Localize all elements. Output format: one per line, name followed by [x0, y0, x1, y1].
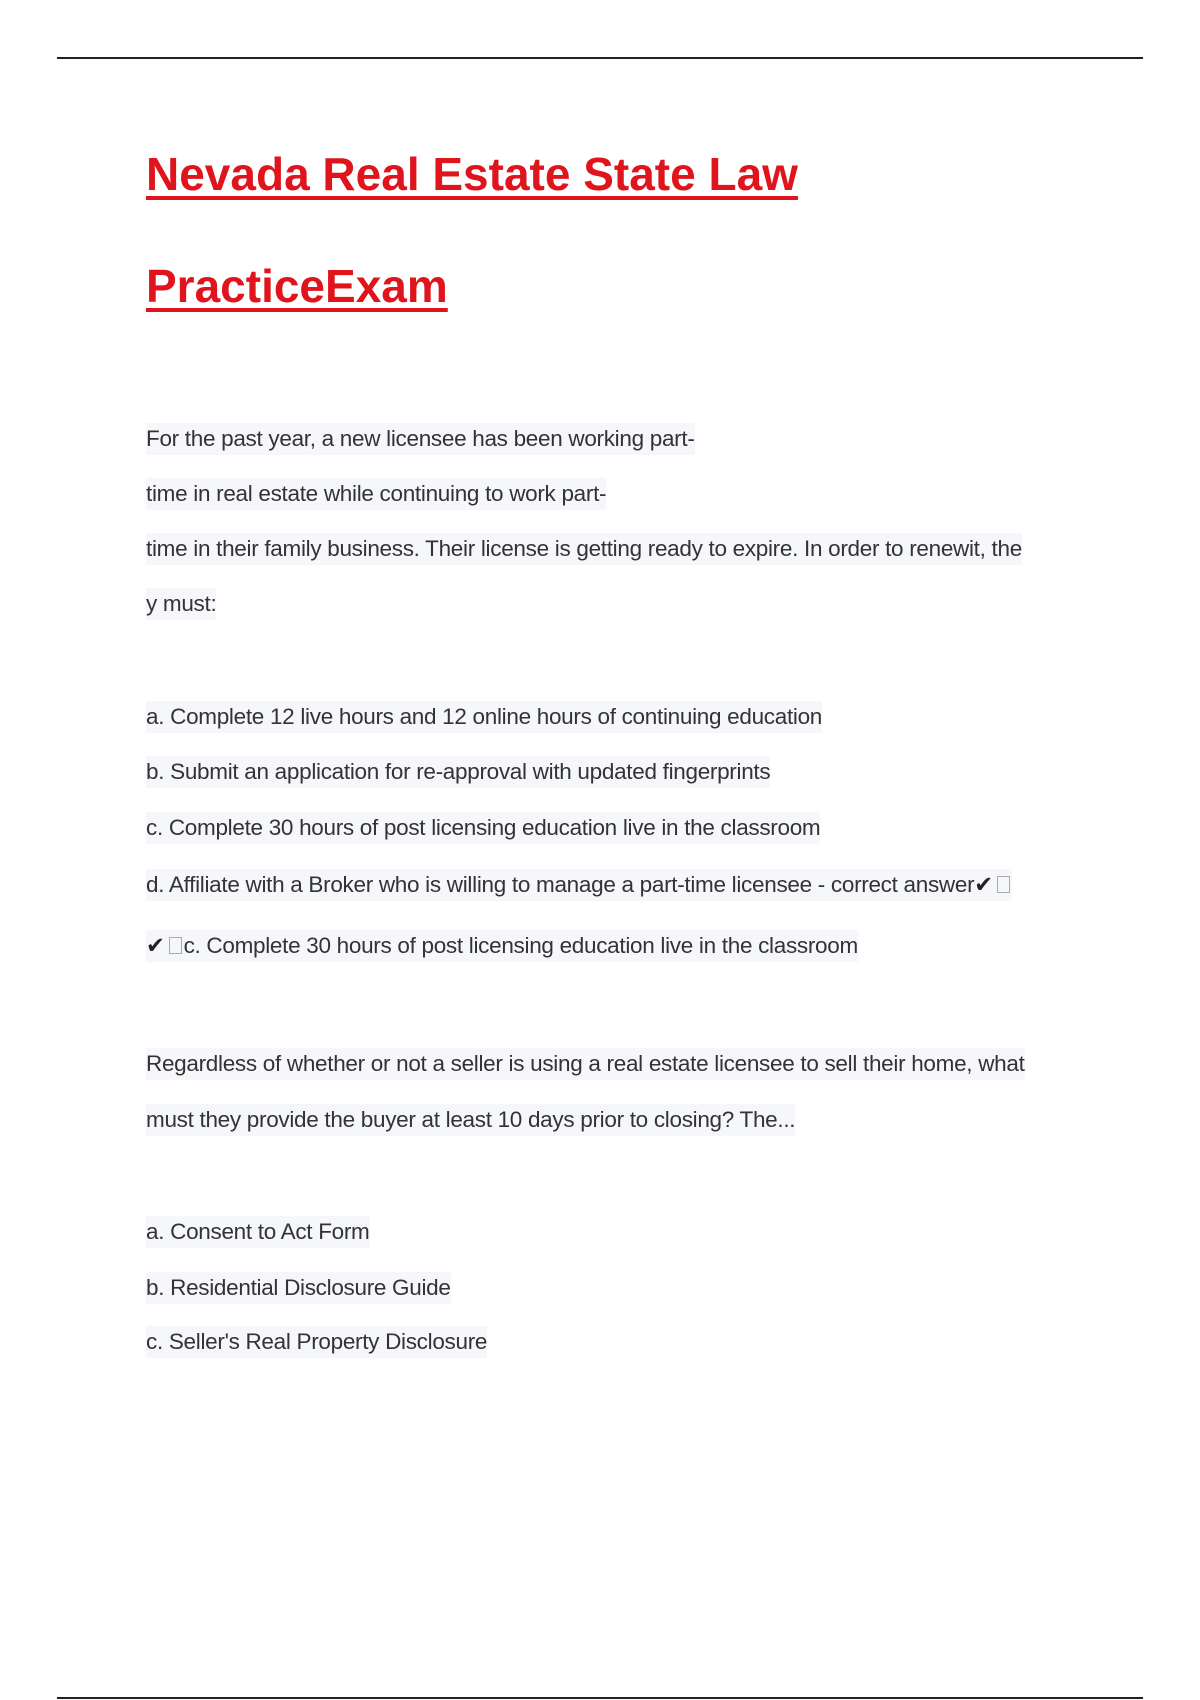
- document-title-line1: Nevada Real Estate State Law: [146, 148, 798, 200]
- question1-text-line4: y must:: [146, 593, 216, 616]
- question2-option-b: b. Residential Disclosure Guide: [146, 1277, 451, 1300]
- question1-option-d-text: d. Affiliate with a Broker who is willing to manage a part-time licensee - correct answer: [146, 872, 975, 897]
- question1-answer-text: c. Complete 30 hours of post licensing education live in the classroom: [183, 933, 858, 958]
- placeholder-box-icon: [997, 876, 1010, 893]
- question1-option-a: a. Complete 12 live hours and 12 online hours of continuing education: [146, 706, 822, 729]
- question1-text-line3: time in their family business. Their license is getting ready to expire. In order to renewit, the: [146, 538, 1022, 561]
- question2-option-a: a. Consent to Act Form: [146, 1221, 370, 1244]
- top-rule: [57, 57, 1143, 59]
- check-mark-icon: ✔: [974, 872, 993, 898]
- question2-text-line2: must they provide the buyer at least 10 days prior to closing? The...: [146, 1109, 795, 1132]
- question1-answer: [146, 935, 858, 958]
- question1-option-b: b. Submit an application for re-approval with updated fingerprints: [146, 761, 770, 784]
- question1-text-line1: For the past year, a new licensee has been working part-: [146, 428, 695, 451]
- question2-option-c: c. Seller's Real Property Disclosure: [146, 1331, 487, 1354]
- question2-text-line1: Regardless of whether or not a seller is using a real estate licensee to sell their home, what: [146, 1053, 1025, 1076]
- bottom-rule: [57, 1697, 1143, 1699]
- question1-text-line2: time in real estate while continuing to work part-: [146, 483, 606, 506]
- question1-option-c: c. Complete 30 hours of post licensing education live in the classroom: [146, 817, 820, 840]
- placeholder-box-icon: [169, 937, 182, 954]
- question1-option-d: [146, 874, 1012, 897]
- document-title-line2: PracticeExam: [146, 260, 448, 312]
- check-mark-icon: ✔: [146, 933, 165, 959]
